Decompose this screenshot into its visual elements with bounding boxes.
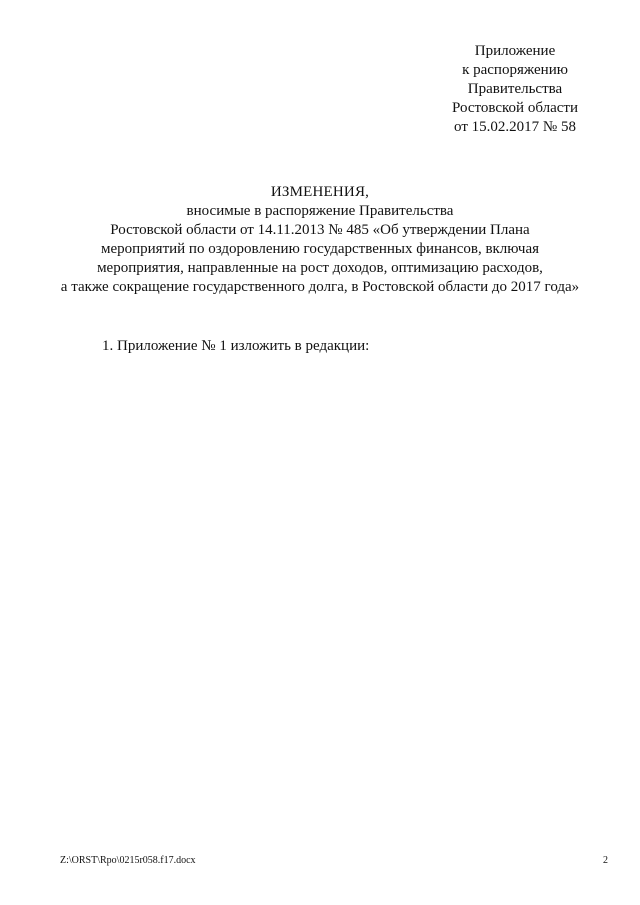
appendix-date-line: от 15.02.2017 № 58 [454,119,576,135]
appendix-line: Приложение [474,43,556,59]
title-line: мероприятий по оздоровлению государственных финансов, включая [100,241,540,257]
title-line: Ростовской области от 14.11.2013 № 485 «Об утверждении Плана [110,222,530,238]
page-number: 2 [603,855,608,866]
body-item-1: 1. Приложение № 1 изложить в редакции: [102,338,370,354]
appendix-header [400,42,630,137]
title-line: а также сокращение государственного долга, в Ростовской области до 2017 года» [60,279,580,295]
appendix-line: к распоряжению [462,62,568,78]
title-heading: ИЗМЕНЕНИЯ, [270,184,370,200]
title-line: вносимые в распоряжение Правительства [186,203,454,219]
appendix-line: Правительства [467,81,563,97]
document-title [20,183,620,297]
appendix-line: Ростовской области [452,100,578,116]
title-line: мероприятия, направленные на рост доходов, оптимизацию расходов, [97,260,543,276]
footer-file-path: Z:\ORST\Rpo\0215r058.f17.docx [60,855,196,866]
